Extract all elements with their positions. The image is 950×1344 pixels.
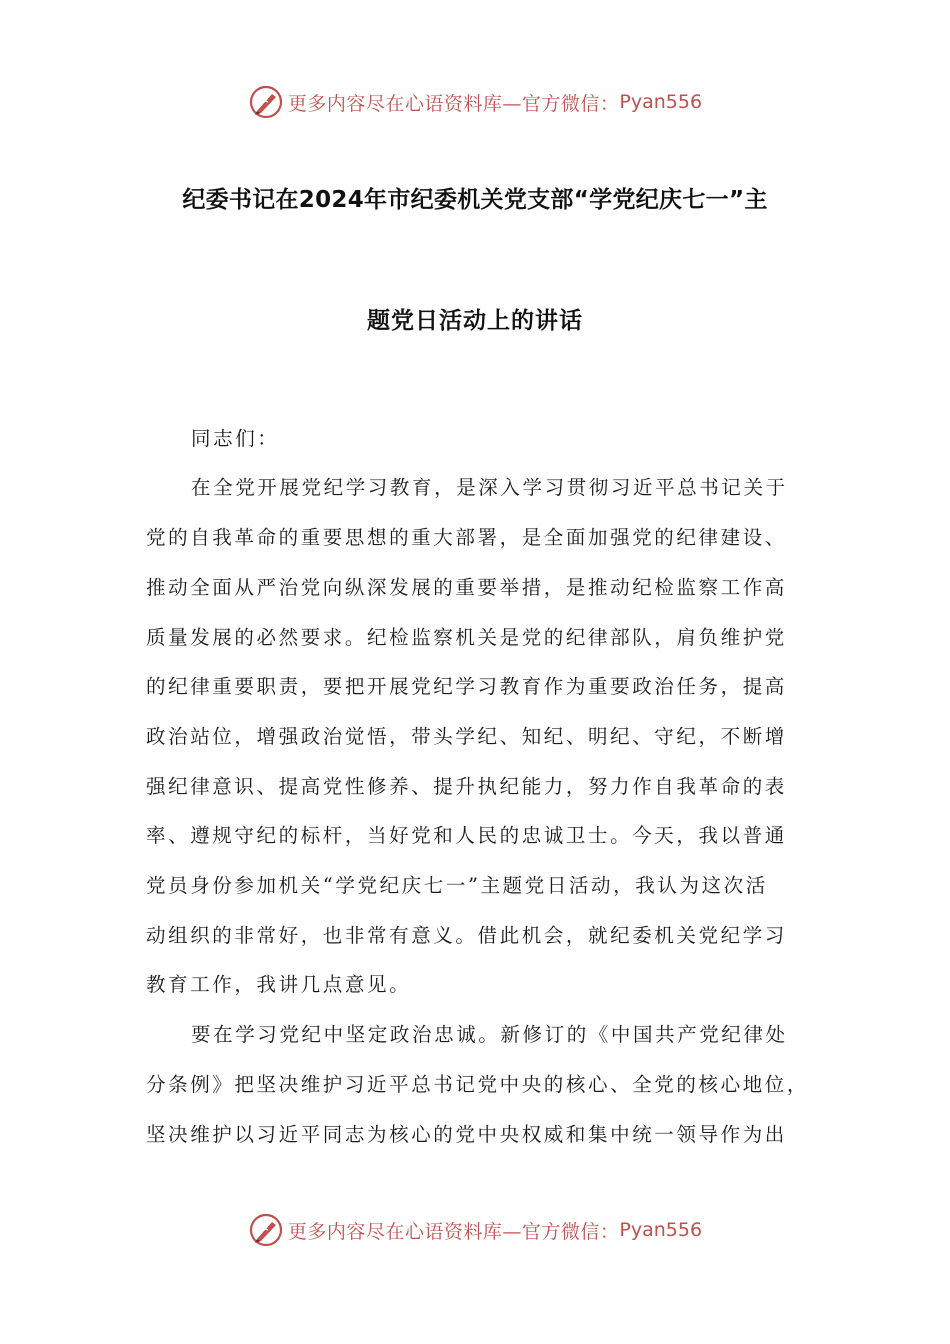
body-line: 要在学习党纪中坚定政治忠诚。新修订的《中国共产党纪律处 <box>191 1023 788 1046</box>
footer-banner <box>0 1208 950 1252</box>
banner-text: 更多内容尽在心语资料库—官方微信： <box>287 92 620 115</box>
document-title-line1: 纪委书记在2024年市纪委机关党支部“学党纪庆七一”主 <box>182 187 768 213</box>
body-line: 质量发展的必然要求。纪检监察机关是党的纪律部队，肩负维护党 <box>146 626 787 649</box>
banner-text: 更多内容尽在心语资料库—官方微信： <box>287 1220 620 1243</box>
salutation: 同志们： <box>191 427 280 450</box>
header-banner <box>0 80 950 124</box>
body-line: 党的自我革命的重要思想的重大部署，是全面加强党的纪律建设、 <box>146 526 787 549</box>
banner-wechat-id: Pyan556 <box>619 1219 703 1241</box>
body-line: 推动全面从严治党向纵深发展的重要举措，是推动纪检监察工作高 <box>146 576 787 599</box>
body-line: 率、遵规守纪的标杆，当好党和人民的忠诚卫士。今天，我以普通 <box>146 824 787 847</box>
banner-wechat-id: Pyan556 <box>619 91 703 113</box>
body-line: 政治站位，增强政治觉悟，带头学纪、知纪、明纪、守纪，不断增 <box>146 725 787 748</box>
body-line: 党员身份参加机关“学党纪庆七一”主题党日活动，我认为这次活 <box>146 874 768 897</box>
body-line: 教育工作，我讲几点意见。 <box>146 973 412 996</box>
pen-logo-icon <box>248 84 284 120</box>
body-line: 的纪律重要职责，要把开展党纪学习教育作为重要政治任务，提高 <box>146 675 787 698</box>
pen-logo-icon <box>248 1212 284 1248</box>
document-title-line2: 题党日活动上的讲话 <box>367 308 583 334</box>
body-line: 在全党开展党纪学习教育，是深入学习贯彻习近平总书记关于 <box>191 476 788 499</box>
body-line: 坚决维护以习近平同志为核心的党中央权威和集中统一领导作为出 <box>146 1123 787 1146</box>
body-line: 分条例》把坚决维护习近平总书记党中央的核心、全党的核心地位， <box>146 1073 810 1096</box>
body-line: 强纪律意识、提高党性修养、提升执纪能力，努力作自我革命的表 <box>146 775 787 798</box>
body-line: 动组织的非常好，也非常有意义。借此机会，就纪委机关党纪学习 <box>146 924 787 947</box>
